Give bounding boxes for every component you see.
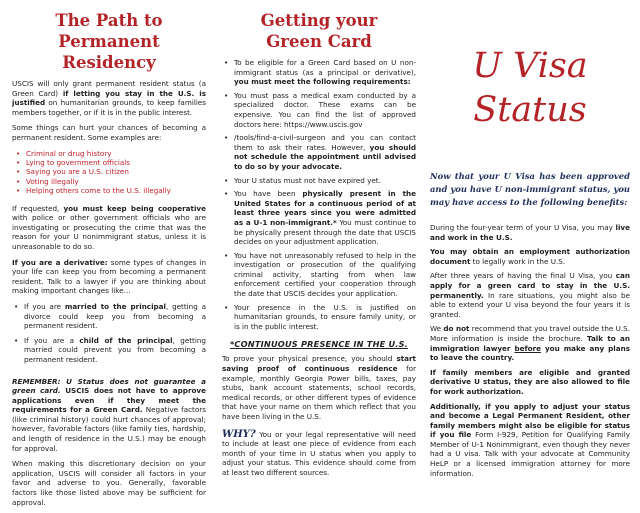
- derivative-list: [12, 302, 206, 365]
- cooperation-paragraph: If requested, you must keep being cooperative with police or other government officials who are investigating or prosecuting the crime that was the reason for your U nonimmigrant status, unless it is unreasonable to do so.: [12, 203, 206, 251]
- path-title: [12, 10, 206, 73]
- path-to-residency-column: [12, 0, 206, 513]
- risk-item: • Saying you are a U.S. citizen: [26, 167, 206, 176]
- path-hurt-chances: Some things can hurt your chances of becoming a permanent resident. Some examples are:: [12, 123, 206, 142]
- derivative-item: • If you are a child of the principal, getting married could prevent you from becoming a permanent resident.: [24, 336, 206, 365]
- u-visa-title: [430, 44, 630, 132]
- benefit-live-work: During the four-year term of your U Visa, you may live and work in the U.S.: [430, 223, 630, 242]
- discretion-paragraph: When making this discretionary decision on your application, USCIS will consider all factors in your favor and adverse to you. Generally, favorable factors like those listed above may be sufficient for approval.: [12, 459, 206, 507]
- green-card-title-line1: Getting your: [260, 11, 378, 30]
- why-paragraph: WHY? You or your legal representative will need to include at least one piece of evidence from each month of your time in U status when you apply to adjust your status. This evidence should come from at least two different sources.: [222, 428, 416, 477]
- derivative-paragraph: If you are a derivative: some types of changes in your life can keep you from becoming a permanent resident. Talk to a lawyer if you are thinking about making important changes like…: [12, 257, 207, 296]
- family-i929: Additionally, if you apply to adjust your status and become a Legal Permanent Resident, other family members might also be eligible for status if you file Form I-929, Petition for Qualifying Family Member of U-1 Nonimmigrant, even though they never had a U visa. Talk with your advocate at Community HeLP or a licensed immigration attorney for more information.: [430, 401, 630, 478]
- risk-list: [12, 149, 206, 196]
- risk-item: • Criminal or drug history: [26, 149, 206, 158]
- path-intro: USCIS will only grant permanent resident status (a Green Card) if letting you stay in the U.S. is justified on humanitarian grounds, to keep families members together, or if it is in the public interest.: [12, 79, 206, 117]
- green-card-title-line2: Green Card: [266, 32, 372, 51]
- requirement-item: • Your U status must not have expired yet.: [234, 176, 416, 186]
- continuous-presence-heading: *CONTINUOUS PRESENCE IN THE U.S.: [229, 339, 409, 350]
- risk-item: • Lying to government officials: [26, 158, 206, 167]
- benefit-ead: You may obtain an employment authorization document to legally work in the U.S.: [430, 247, 630, 266]
- path-title-line1: The Path to: [55, 11, 163, 30]
- green-card-title: [222, 10, 416, 52]
- requirement-item: • Your presence in the U.S. is justified on humanitarian grounds, to ensure family unity, or is in the public interest.: [234, 303, 416, 332]
- why-label: WHY?: [222, 428, 256, 440]
- proof-paragraph: To prove your physical presence, you should start saving proof of continuous residence for example, monthly Georgia Power bills, taxes, pay stubs, bank account statements, school records, medical records, or other different types of evidence that have your name on them which reflect that you have been living in the U.S.: [222, 354, 416, 421]
- requirements-list: [222, 58, 416, 331]
- requirement-item: • You must pass a medical exam conducted by a specialized doctor. These exams can be expensive. You can find the list of approved doctors here: https://www.uscis.gov: [234, 91, 416, 129]
- family-work-authorization: If family members are eligible and granted derivative U status, they are also allowed to file for work authorization.: [430, 367, 630, 396]
- benefits-intro: Now that your U Visa has been approved and you have U non-immigrant status, you may have access to the following benefits:: [430, 171, 630, 207]
- u-visa-title-line2: Status: [473, 90, 587, 130]
- requirement-item: • You have been physically present in the United States for a continuous period of at least three years since you were admitted as a U-1 non-immigrant.* You must continue to be physically present through the date that USCIS decides on your adjustment application.: [234, 189, 416, 247]
- remember-paragraph: REMEMBER: U Status does not guarantee a green card. USCIS does not have to approve applications even if they meet the requirements for a Green Card. Negative factors (like criminal history) could hurt chances of approval; however, favorable factors (like family ties, hardship, and length of residence in the U.S.) may be enough for approval.: [12, 376, 206, 453]
- requirement-item: • /tools/find-a-civil-surgeon and you can contact them to ask their rates. However, you should not schedule the appointment until advised to do so by your advocate.: [234, 133, 416, 171]
- green-card-column: [222, 0, 416, 484]
- risk-item: • Helping others come to the U.S. illegally: [26, 186, 206, 195]
- u-visa-title-line1: U Visa: [472, 46, 588, 86]
- path-title-line2: Permanent Residency: [58, 32, 160, 72]
- derivative-item: • If you are married to the principal, getting a divorce could keep you from becoming a permanent resident.: [24, 302, 206, 331]
- risk-item: • Voting illegally: [26, 177, 206, 186]
- travel-warning: We do not recommend that you travel outside the U.S. More information is inside the brochure. Talk to an immigration lawyer before you make any plans to leave the country.: [430, 324, 630, 363]
- requirement-item: • You have not unreasonably refused to help in the investigation or prosecution of the qualifying criminal activity, starting from when law enforcement certified your cooperation through the date that USCIS decides your application.: [234, 251, 416, 299]
- requirement-item: • To be eligible for a Green Card based on U non-immigrant status (as a principal or derivative), you must meet the following requirements:: [234, 58, 416, 87]
- benefit-green-card: After three years of having the final U Visa, you can apply for a green card to stay in the U.S. permanently. In rare situations, you might also be able to extend your U visa beyond the four years it is granted.: [430, 271, 630, 319]
- u-visa-column: [430, 0, 630, 483]
